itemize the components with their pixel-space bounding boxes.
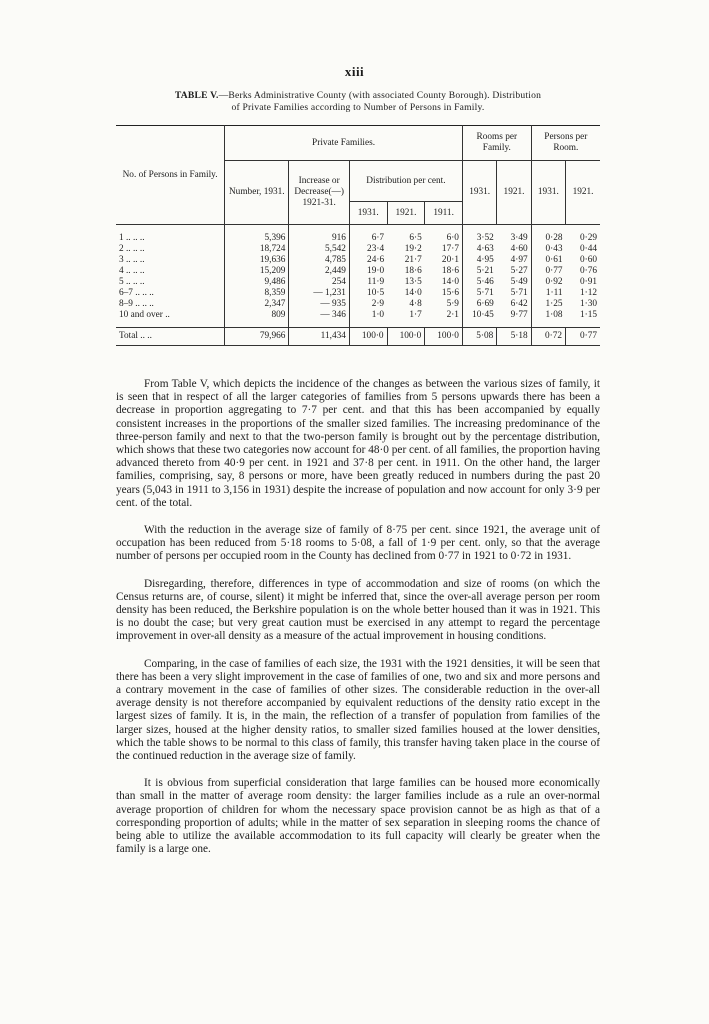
cell-dist-1921: 19·2 <box>404 244 422 254</box>
cell-dist-1921: 1·7 <box>409 310 422 320</box>
header-rooms-per-family: Rooms per Family. <box>462 126 531 161</box>
cell-rooms-1921: 5·71 <box>510 288 528 298</box>
cell-perroom-1931: 1·25 <box>531 299 565 310</box>
cell-size: 5 .. .. .. <box>119 277 145 287</box>
total-perroom-1921: 0·77 <box>566 328 600 346</box>
cell-perroom-1931: 0·43 <box>531 244 565 255</box>
cell-size: 1 .. .. .. <box>119 233 145 243</box>
total-rooms-1921: 5·18 <box>497 328 531 346</box>
cell-perroom-1931: 1·08 <box>531 310 565 328</box>
cell-perroom-1921: 0·44 <box>579 244 597 254</box>
header-persons: No. of Persons in Family. <box>116 126 225 225</box>
cell-dist-1911: 14·0 <box>441 277 459 287</box>
header-distribution: Distribution per cent. <box>349 161 462 202</box>
cell-dist-1931: 2·9 <box>349 299 387 310</box>
cell-rooms-1931: 10·45 <box>462 310 496 328</box>
cell-dist-1911: 18·6 <box>441 266 459 276</box>
cell-number: 5,396 <box>225 225 289 245</box>
cell-perroom-1931: 0·92 <box>531 277 565 288</box>
cell-perroom-1931: 0·28 <box>531 225 565 245</box>
cell-size: 3 .. .. .. <box>119 255 145 265</box>
cell-dist-1911: 20·1 <box>441 255 459 265</box>
cell-dist-1911: 5·9 <box>446 299 459 309</box>
body-text <box>116 378 600 871</box>
total-rooms-1931: 5·08 <box>462 328 496 346</box>
cell-rooms-1931: 5·71 <box>462 288 496 299</box>
total-change: 11,434 <box>289 328 349 346</box>
cell-rooms-1921: 4·60 <box>510 244 528 254</box>
header-persons-per-room: Persons per Room. <box>531 126 600 161</box>
cell-perroom-1921: 1·30 <box>579 299 597 309</box>
paragraph-4: Comparing, in the case of families of each size, the 1931 with the 1921 densities, it will be seen that there has been a very slight improvement in the case of families of one, two and six and more persons and a contrary movement in the case of families of other sizes. The considerable reduction in the over-all average density is not therefore accompanied by equivalent reductions of the density ratio except in the largest sizes of family. It is, in the main, the reflection of a transfer of population from families of the larger sizes, housed at the higher density ratios, to smaller sized families housed at the lower densities, which the table shows to be normal to this class of family, this transfer having taken place in the course of the continued reduction in the average size of family. <box>116 657 600 763</box>
paragraph-5: It is obvious from superficial consideration that large families can be housed more economically than small in the matter of average room density: the larger families include as a rule an over-normal average proportion of children for whom the necessary space provision cannot be as high as that of a corresponding proportion of adults; while in the matter of sex separation in sleeping rooms the chance of being able to utilize the available accommodation to its full capacity will clearly be greater when the family is a large one. <box>116 777 600 856</box>
cell-change: 916 <box>289 225 349 245</box>
cell-dist-1931: 11·9 <box>349 277 387 288</box>
cell-perroom-1931: 0·77 <box>531 266 565 277</box>
cell-dist-1911: 6·0 <box>446 233 459 243</box>
total-perroom-1931: 0·72 <box>531 328 565 346</box>
table-label: TABLE V. <box>174 90 219 101</box>
header-perroom-1921: 1921. <box>566 161 600 225</box>
cell-dist-1931: 24·6 <box>349 255 387 266</box>
paragraph-3: Disregarding, therefore, differences in type of accommodation and size of rooms (on which the Census returns are, of course, silent) it might be inferred that, since the over-all average person per room density has been reduced, the Berkshire population is on the whole better housed than it was in 1921. This is no doubt the case; but very great caution must be exercised in any attempt to regard the percentage improvement in over-all density as a measure of the actual improvement in housing conditions. <box>116 577 600 643</box>
cell-perroom-1921: 1·12 <box>579 288 597 298</box>
cell-dist-1931: 10·5 <box>349 288 387 299</box>
cell-perroom-1931: 1·11 <box>531 288 565 299</box>
cell-rooms-1931: 4·63 <box>462 244 496 255</box>
cell-number: 8,359 <box>225 288 289 299</box>
cell-dist-1931: 19·0 <box>349 266 387 277</box>
cell-dist-1921: 18·6 <box>404 266 422 276</box>
page-number: xiii <box>344 64 365 79</box>
cell-change: 254 <box>289 277 349 288</box>
header-perroom-1931: 1931. <box>531 161 565 225</box>
table-row <box>116 244 600 255</box>
total-dist-1921: 100·0 <box>387 328 425 346</box>
cell-rooms-1931: 6·69 <box>462 299 496 310</box>
cell-size: 2 .. .. .. <box>119 244 145 254</box>
cell-perroom-1921: 1·15 <box>579 310 597 320</box>
table-title-line1: TABLE V.—Berks Administrative County (with associated County Borough). Distribution <box>174 90 542 101</box>
table-row <box>116 299 600 310</box>
header-dist-1911: 1911. <box>425 202 463 225</box>
cell-rooms-1931: 3·52 <box>462 225 496 245</box>
cell-number: 9,486 <box>225 277 289 288</box>
table-row <box>116 266 600 277</box>
cell-perroom-1931: 0·61 <box>531 255 565 266</box>
cell-rooms-1931: 5·21 <box>462 266 496 277</box>
cell-rooms-1921: 3·49 <box>510 233 528 243</box>
total-dist-1911: 100·0 <box>425 328 463 346</box>
table-row <box>116 310 600 328</box>
table-title-line2: of Private Families according to Number of Persons in Family. <box>231 102 485 113</box>
cell-dist-1911: 15·6 <box>441 288 459 298</box>
table-title <box>118 90 598 114</box>
cell-size: 10 and over .. <box>119 310 170 320</box>
paragraph-2: With the reduction in the average size of family of 8·75 per cent. since 1921, the average unit of occupation has been reduced from 5·18 rooms to 5·08, a fall of 1·9 per cent. only, so that the average number of persons per occupied room in the County has declined from 0·77 in 1921 to 0·72 in 1931. <box>116 524 600 563</box>
families-table <box>116 125 600 346</box>
cell-number: 18,724 <box>225 244 289 255</box>
header-rooms-1921: 1921. <box>497 161 531 225</box>
cell-change: — 346 <box>289 310 349 328</box>
cell-rooms-1921: 4·97 <box>510 255 528 265</box>
cell-rooms-1921: 5·49 <box>510 277 528 287</box>
cell-number: 19,636 <box>225 255 289 266</box>
cell-rooms-1921: 6·42 <box>510 299 528 309</box>
total-dist-1931: 100·0 <box>349 328 387 346</box>
cell-change: 2,449 <box>289 266 349 277</box>
cell-dist-1931: 23·4 <box>349 244 387 255</box>
header-dist-1931: 1931. <box>349 202 387 225</box>
cell-change: — 935 <box>289 299 349 310</box>
table-row <box>116 277 600 288</box>
cell-size: 6–7 .. .. .. <box>119 288 154 298</box>
cell-size: 4 .. .. .. <box>119 266 145 276</box>
cell-perroom-1921: 0·91 <box>579 277 597 287</box>
cell-change: 4,785 <box>289 255 349 266</box>
cell-dist-1921: 21·7 <box>404 255 422 265</box>
header-rooms-1931: 1931. <box>462 161 496 225</box>
cell-dist-1911: 2·1 <box>446 310 459 320</box>
cell-dist-1921: 13·5 <box>404 277 422 287</box>
cell-dist-1931: 6·7 <box>349 225 387 245</box>
header-private-families: Private Families. <box>225 126 463 161</box>
table-row <box>116 255 600 266</box>
cell-change: — 1,231 <box>289 288 349 299</box>
cell-dist-1931: 1·0 <box>349 310 387 328</box>
table-row <box>116 288 600 299</box>
cell-dist-1911: 17·7 <box>441 244 459 254</box>
table-total-row <box>116 328 600 346</box>
paragraph-1: From Table V, which depicts the incidence of the changes as between the various sizes of family, it is seen that in respect of all the larger categories of families from 5 persons upwards there has been a decrease in proportion aggregating to 7·7 per cent. and that this has been accompanied by equally consistent increases in the proportions of the smaller sized families. The increasing predominance of the three-person family and next to that the two-person family is brought out by the percentage distribution, which shows that these two categories now account for 48·0 per cent. of all families, the proportion having advanced thereto from 40·9 per cent. in 1921 and 37·8 per cent. in 1911. On the other hand, the larger families, comprising, say, 8 persons or more, have been greatly reduced in numbers during the past 20 years (5,043 in 1911 to 3,156 in 1931) despite the increase of population and now account for only 3·9 per cent. of the total. <box>116 378 600 509</box>
header-increase: Increase or Decrease(—) 1921-31. <box>289 161 349 225</box>
total-size: Total .. .. <box>116 328 225 346</box>
header-dist-1921: 1921. <box>387 202 425 225</box>
table-row <box>116 225 600 245</box>
cell-dist-1921: 6·5 <box>409 233 422 243</box>
header-number: Number, 1931. <box>225 161 289 225</box>
total-number: 79,966 <box>225 328 289 346</box>
cell-dist-1921: 14·0 <box>404 288 422 298</box>
cell-perroom-1921: 0·29 <box>579 233 597 243</box>
cell-number: 2,347 <box>225 299 289 310</box>
cell-number: 15,209 <box>225 266 289 277</box>
cell-number: 809 <box>225 310 289 328</box>
cell-perroom-1921: 0·76 <box>579 266 597 276</box>
cell-perroom-1921: 0·60 <box>579 255 597 265</box>
cell-size: 8–9 .. .. .. <box>119 299 154 309</box>
cell-rooms-1931: 4·95 <box>462 255 496 266</box>
cell-rooms-1921: 5·27 <box>510 266 528 276</box>
cell-change: 5,542 <box>289 244 349 255</box>
cell-rooms-1931: 5·46 <box>462 277 496 288</box>
cell-dist-1921: 4·8 <box>409 299 422 309</box>
cell-rooms-1921: 9·77 <box>510 310 528 320</box>
